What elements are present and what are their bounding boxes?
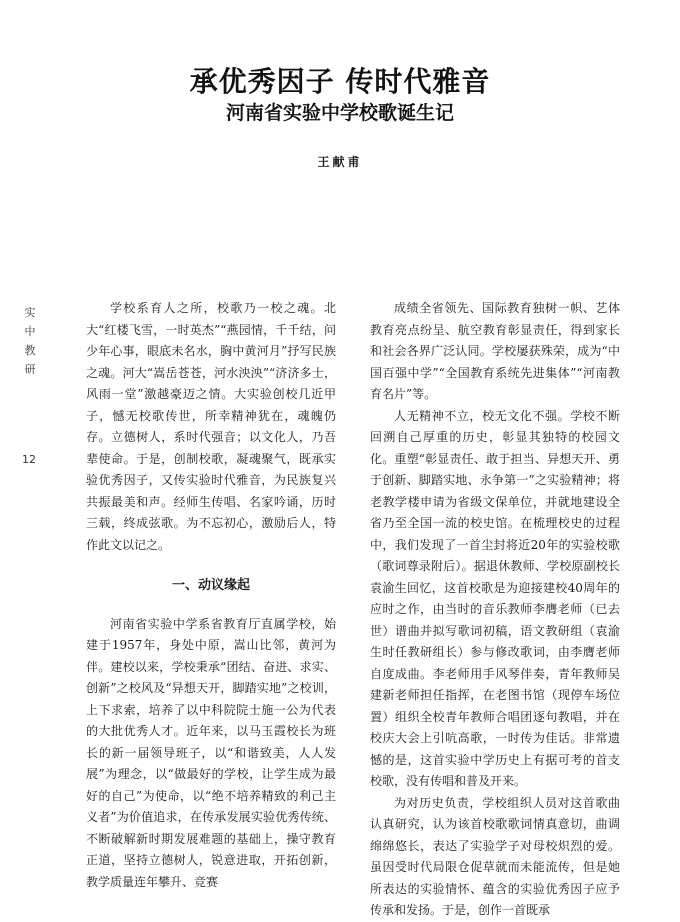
- side-label-char: 研: [24, 363, 36, 376]
- section-heading: 一、动议缘起: [171, 578, 250, 593]
- side-label-char: 中: [24, 325, 36, 338]
- article-subtitle: 河南省实验中学校歌诞生记: [225, 102, 454, 124]
- article-title: 承优秀因子 传时代雅音: [189, 65, 491, 98]
- side-label-char: 教: [24, 344, 36, 357]
- body-paragraph: 为对历史负责，学校组织人员对这首歌曲认真研究，认为该首校歌歌词情真意切，曲调绵绵悠长，表达了实验学子对母校炽烈的爱。虽因受时代局限仓促草就而未能流传，但是她所表达的实验情怀、蕴含的实验优秀因子应予传承和发扬。于是，创作一首既承: [370, 795, 620, 917]
- page-number: 12: [22, 453, 36, 466]
- intro-paragraph: 学校系育人之所，校歌乃一校之魂。北大“红楼飞雪，一时英杰”“燕园情，千千结，问少年心事，眼底未名水，胸中黄河月”抒写民族之魂。河大“嵩岳苍苍，河水泱泱”“济济多士，风雨一堂”激越豪迈之情。大实验创校几近甲子，憾无校歌传世，所幸精神犹在，魂魄仍存。立德树人，系时代强音；以文化人，乃吾辈使命。于是，创制校歌，凝魂聚气，既承实验优秀因子，又传实验时代雅音，为民族复兴共振最美和声。经师生传唱、名家吟诵，历时三载，终成弦歌。为不忘初心，激励后人，特作此文以记之。: [86, 301, 336, 552]
- body-paragraph: 成绩全省领先、国际教育独树一帜、艺体教育亮点纷呈、航空教育彰显责任，得到家长和社会各界广泛认同。学校屡获殊荣，成为“中国百强中学”“全国教育系统先进集体”“河南教育名片”等。: [370, 301, 620, 401]
- right-column: [370, 298, 620, 922]
- side-label-char: 实: [24, 306, 36, 319]
- body-paragraph: 河南省实验中学系省教育厅直属学校，始建于1957年，身处中原，嵩山比邻，黄河为伴。建校以来，学校秉承“团结、奋进、求实、创新”之校风及“异想天开，脚踏实地”之校训，上下求索，培养了以中科院院士施一公为代表的大批优秀人才。近年来，以马玉霞校长为班长的新一届领导班子，以“和谐致美，人人发展”为理念，以“做最好的学校，让学生成为最好的自己”为使命，以“绝不培养精致的利己主义者”为价值追求，在传承发展实验优秀传统、不断破解新时期发展难题的基础上，操守教育正道，坚持立德树人，锐意进取，开拓创新，教学质量连年攀升、竞赛: [86, 616, 336, 889]
- body-paragraph: 人无精神不立，校无文化不强。学校不断回溯自己厚重的历史，彰显其独特的校园文化。重塑“彰显责任、敢于担当、异想天开、勇于创新、脚踏实地、永争第一”之实验精神；将老教学楼申请为省级文保单位，并就地建设全省乃至全国一流的校史馆。在梳理校史的过程中，我们发现了一首尘封将近20年的实验校歌（歌词尊录附后）。据退休教师、学校原副校长袁渝生回忆，这首校歌是为迎接建校40周年的应时之作，由当时的音乐教师李膺老师（已去世）谱曲并拟写歌词初稿，语文教研组（袁渝生时任教研组长）参与修改歌词，由李膺老师自度成曲。李老师用手风琴伴奏，青年教师吴建新老师担任指挥，在老图书馆（现停车场位置）组织全校青年教师合唱团逐句教唱，并在校庆大会上引吭高歌，一时传为佳话。非常遗憾的是，这首实验中学历史上有据可考的首支校歌，没有传唱和普及开来。: [370, 408, 620, 788]
- left-column: [86, 298, 336, 893]
- article-author: 王献甫: [317, 155, 363, 169]
- journal-side-label: [22, 303, 38, 379]
